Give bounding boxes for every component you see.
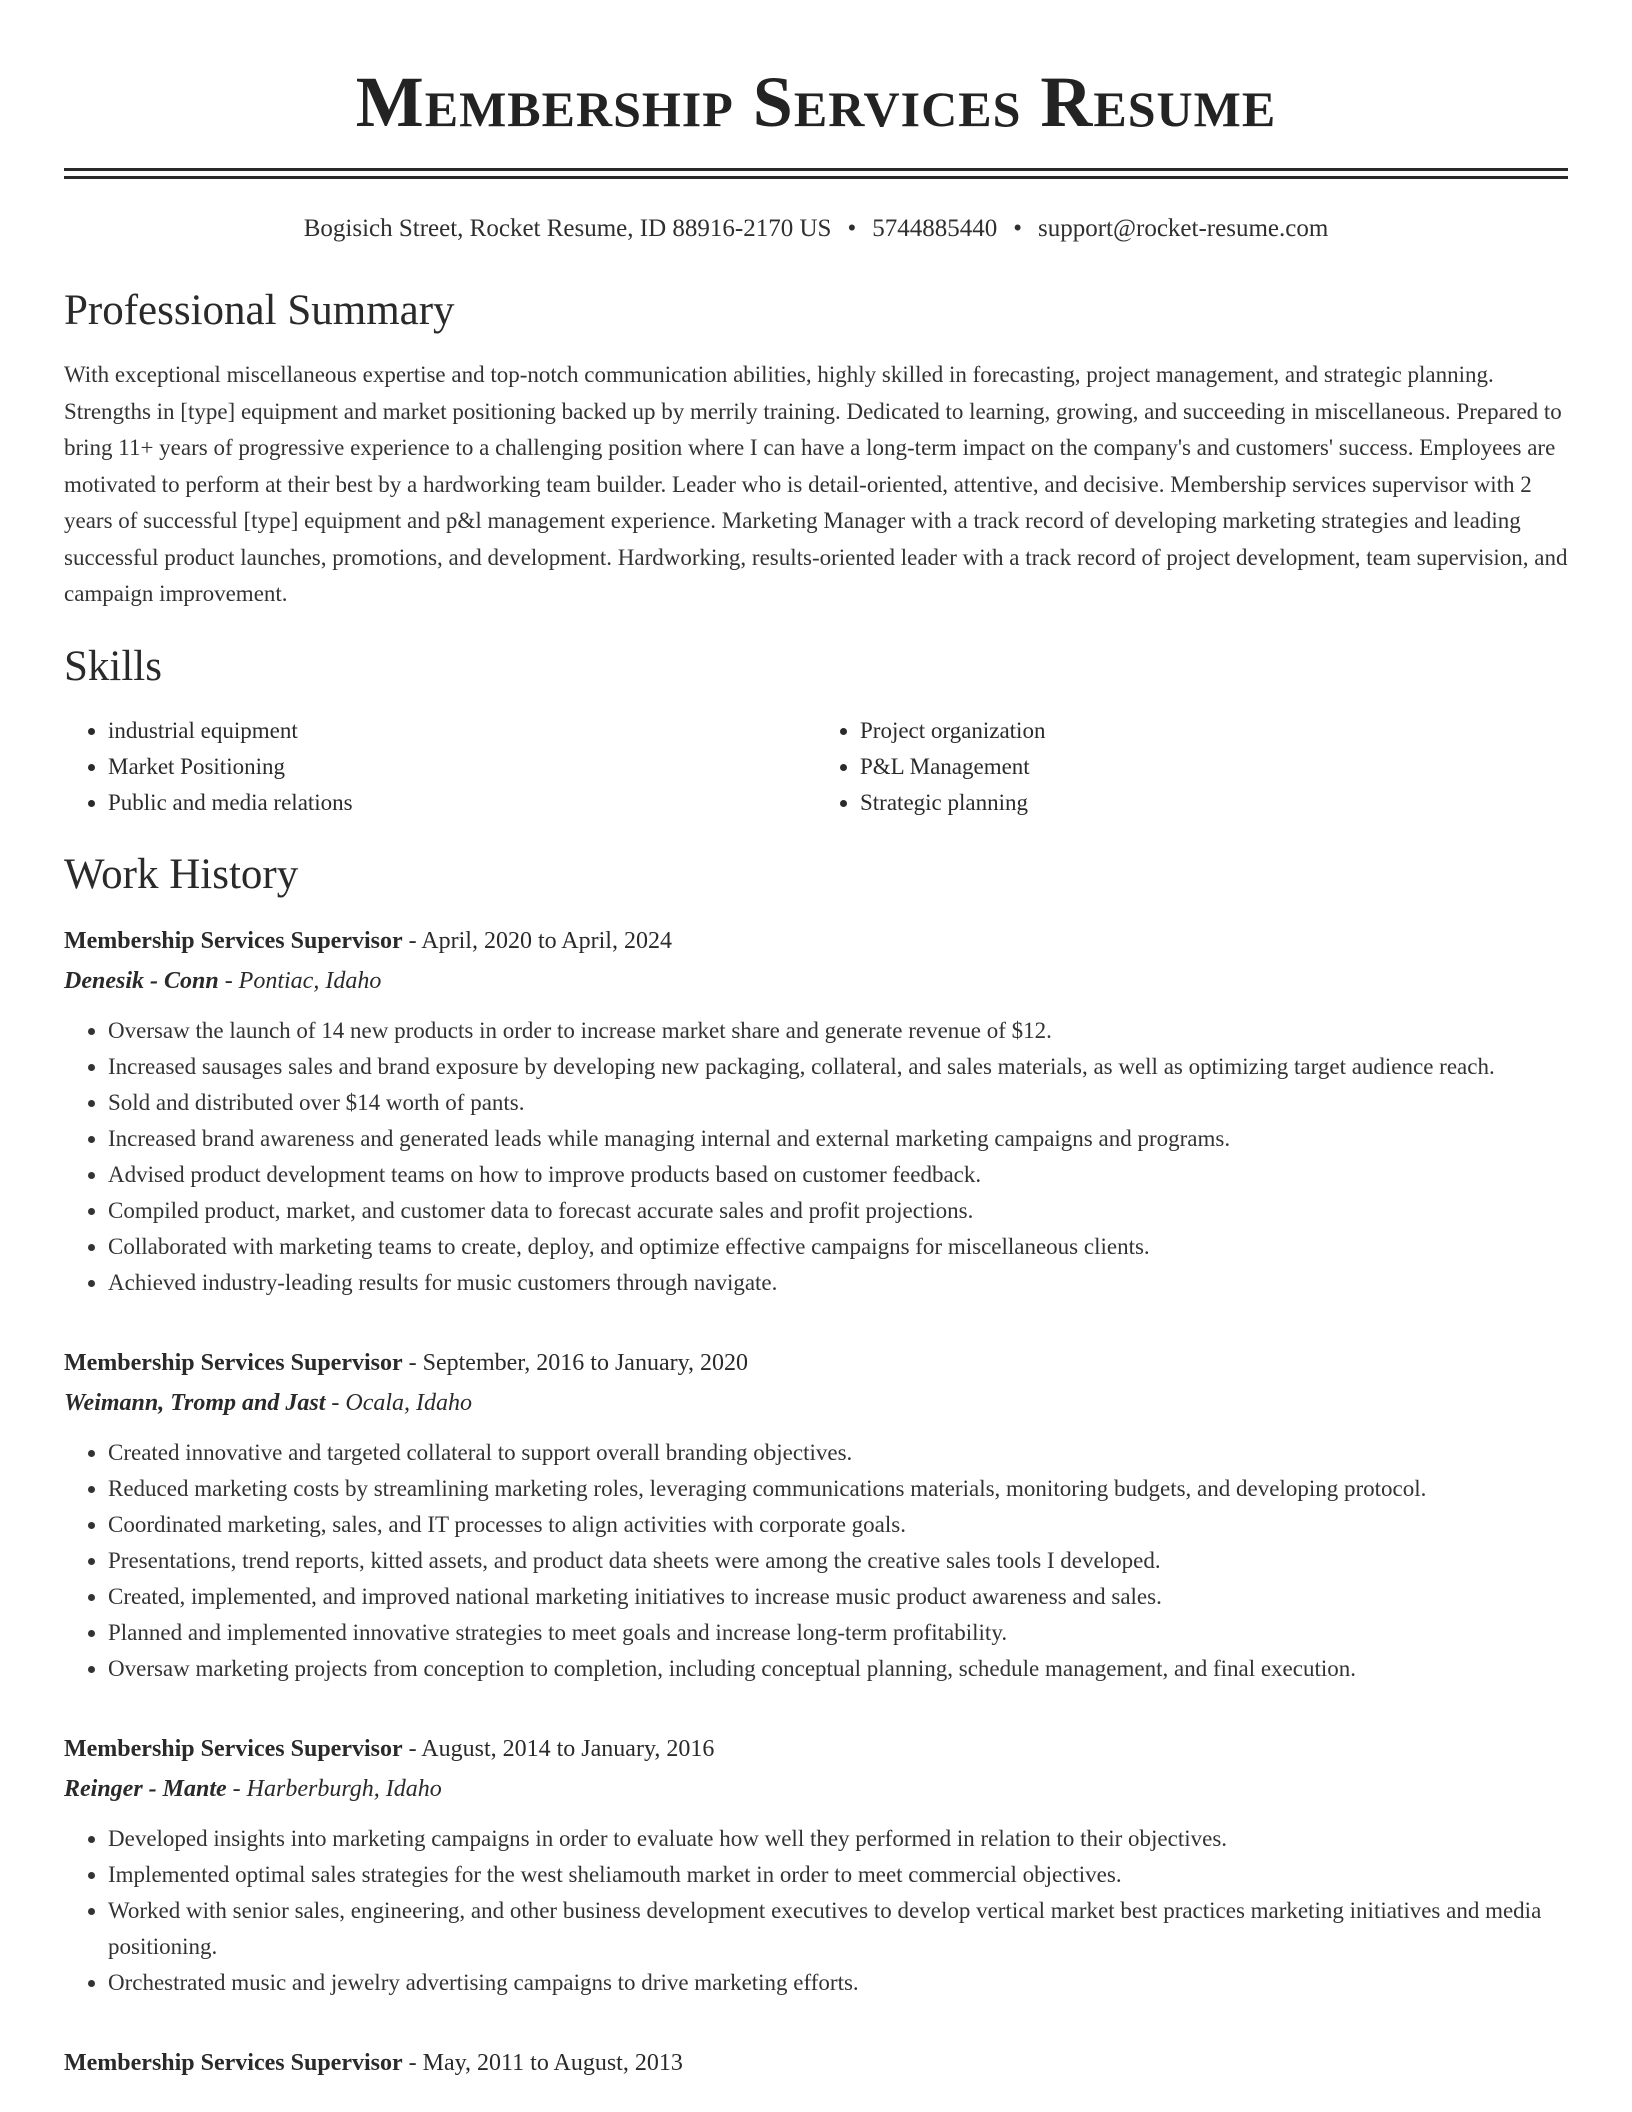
job-entry <box>64 1343 1568 1687</box>
job-location: - Ocala, Idaho <box>325 1389 473 1416</box>
job-title-line <box>64 921 1568 961</box>
job-bullet: • Coordinated marketing, sales, and IT processes to align activities with corporate goals. <box>108 1507 1568 1543</box>
summary-text: With exceptional miscellaneous expertise and top-notch communication abilities, highly skilled in forecasting, project management, and strategic planning. Strengths in [type] equipment and market positioning backed up by merrily training. Dedicated to learning, growing, and succeeding in miscellaneous. Prepared to bring 11+ years of progressive experience to a challenging position where I can have a long-term impact on the company's and customers' success. Employees are motivated to perform at their best by a hardworking team builder. Leader who is detail-oriented, attentive, and decisive. Membership services supervisor with 2 years of successful [type] equipment and p&l management experience. Marketing Manager with a track record of developing marketing strategies and leading successful product launches, promotions, and development. Hardworking, results-oriented leader with a track record of project development, team supervision, and campaign improvement. <box>64 362 1568 606</box>
job-bullet: • Collaborated with marketing teams to create, deploy, and optimize effective campaigns for miscellaneous clients. <box>108 1229 1568 1265</box>
resume-title: Membership Services Resume <box>355 62 1277 142</box>
job-company-line <box>64 961 1568 1001</box>
job-title-line <box>64 1729 1568 1769</box>
job-company-line <box>64 1769 1568 1809</box>
job-dates: - May, 2011 to August, 2013 <box>402 2049 683 2076</box>
job-entry <box>64 921 1568 1301</box>
skill-item: • Strategic planning <box>860 785 1568 821</box>
job-bullets <box>64 1013 1568 1301</box>
contact-address: Bogisich Street, Rocket Resume, ID 88916-2170 US <box>303 215 832 242</box>
skills-list <box>64 713 1568 821</box>
job-location: - Harberburgh, Idaho <box>226 1775 442 1802</box>
title-double-rule <box>64 168 1568 179</box>
job-company: Weimann, Tromp and Jast <box>64 1389 326 1416</box>
job-bullet: • Increased sausages sales and brand exposure by developing new packaging, collateral, and sales materials, as well as optimizing target audience reach. <box>108 1049 1568 1085</box>
job-bullet: • Created innovative and targeted collateral to support overall branding objectives. <box>108 1435 1568 1471</box>
skills-column-left <box>64 713 816 821</box>
contact-email: support@rocket-resume.com <box>1037 215 1329 242</box>
job-bullet: • Created, implemented, and improved national marketing initiatives to increase music product awareness and sales. <box>108 1579 1568 1615</box>
job-bullet: • Achieved industry-leading results for music customers through navigate. <box>108 1265 1568 1301</box>
job-bullet: • Oversaw the launch of 14 new products in order to increase market share and generate revenue of $12. <box>108 1013 1568 1049</box>
contact-phone: 5744885440 <box>872 215 998 242</box>
job-bullet: • Orchestrated music and jewelry advertising campaigns to drive marketing efforts. <box>108 1965 1568 2001</box>
job-bullet: • Oversaw marketing projects from conception to completion, including conceptual planning, schedule management, and final execution. <box>108 1651 1568 1687</box>
job-company: Reinger - Mante <box>64 1775 227 1802</box>
job-bullet: • Worked with senior sales, engineering, and other business development executives to develop vertical market best practices marketing initiatives and media positioning. <box>108 1893 1568 1965</box>
contact-separator: • <box>1013 215 1022 242</box>
job-bullet: • Advised product development teams on how to improve products based on customer feedback. <box>108 1157 1568 1193</box>
job-location: - Pontiac, Idaho <box>218 967 382 994</box>
job-role: Membership Services Supervisor <box>64 927 403 954</box>
job-entry <box>64 1729 1568 2001</box>
job-dates: - September, 2016 to January, 2020 <box>402 1349 749 1376</box>
job-bullet: • Reduced marketing costs by streamlining marketing roles, leveraging communications materials, monitoring budgets, and developing protocol. <box>108 1471 1568 1507</box>
job-bullets <box>64 1821 1568 2001</box>
skill-item: • P&L Management <box>860 749 1568 785</box>
job-dates: - August, 2014 to January, 2016 <box>402 1735 715 1762</box>
job-bullet: • Developed insights into marketing campaigns in order to evaluate how well they performed in relation to their objectives. <box>108 1821 1568 1857</box>
job-bullet: • Compiled product, market, and customer data to forecast accurate sales and profit projections. <box>108 1193 1568 1229</box>
skills-column-right <box>816 713 1568 821</box>
job-bullet: • Implemented optimal sales strategies for the west sheliamouth market in order to meet commercial objectives. <box>108 1857 1568 1893</box>
job-bullet: • Planned and implemented innovative strategies to meet goals and increase long-term profitability. <box>108 1615 1568 1651</box>
job-title-line <box>64 2043 1568 2083</box>
job-role: Membership Services Supervisor <box>64 2049 403 2076</box>
skill-item: • Public and media relations <box>108 785 816 821</box>
job-role: Membership Services Supervisor <box>64 1735 403 1762</box>
job-company: Denesik - Conn <box>64 967 219 994</box>
job-dates: - April, 2020 to April, 2024 <box>402 927 672 954</box>
summary-heading: Professional Summary <box>64 287 455 334</box>
job-bullet: • Presentations, trend reports, kitted assets, and product data sheets were among the creative sales tools I developed. <box>108 1543 1568 1579</box>
contact-line <box>64 213 1568 245</box>
skill-item: • Market Positioning <box>108 749 816 785</box>
job-role: Membership Services Supervisor <box>64 1349 403 1376</box>
skill-item: • industrial equipment <box>108 713 816 749</box>
job-title-line <box>64 1343 1568 1383</box>
job-entry <box>64 2043 1568 2083</box>
job-company-line <box>64 1383 1568 1423</box>
work-history-heading: Work History <box>64 850 299 898</box>
contact-separator: • <box>847 215 857 242</box>
job-bullet: • Sold and distributed over $14 worth of pants. <box>108 1085 1568 1121</box>
job-bullets <box>64 1435 1568 1687</box>
job-bullet: • Increased brand awareness and generated leads while managing internal and external marketing campaigns and programs. <box>108 1121 1568 1157</box>
skill-item: • Project organization <box>860 713 1568 749</box>
skills-heading: Skills <box>64 642 162 690</box>
